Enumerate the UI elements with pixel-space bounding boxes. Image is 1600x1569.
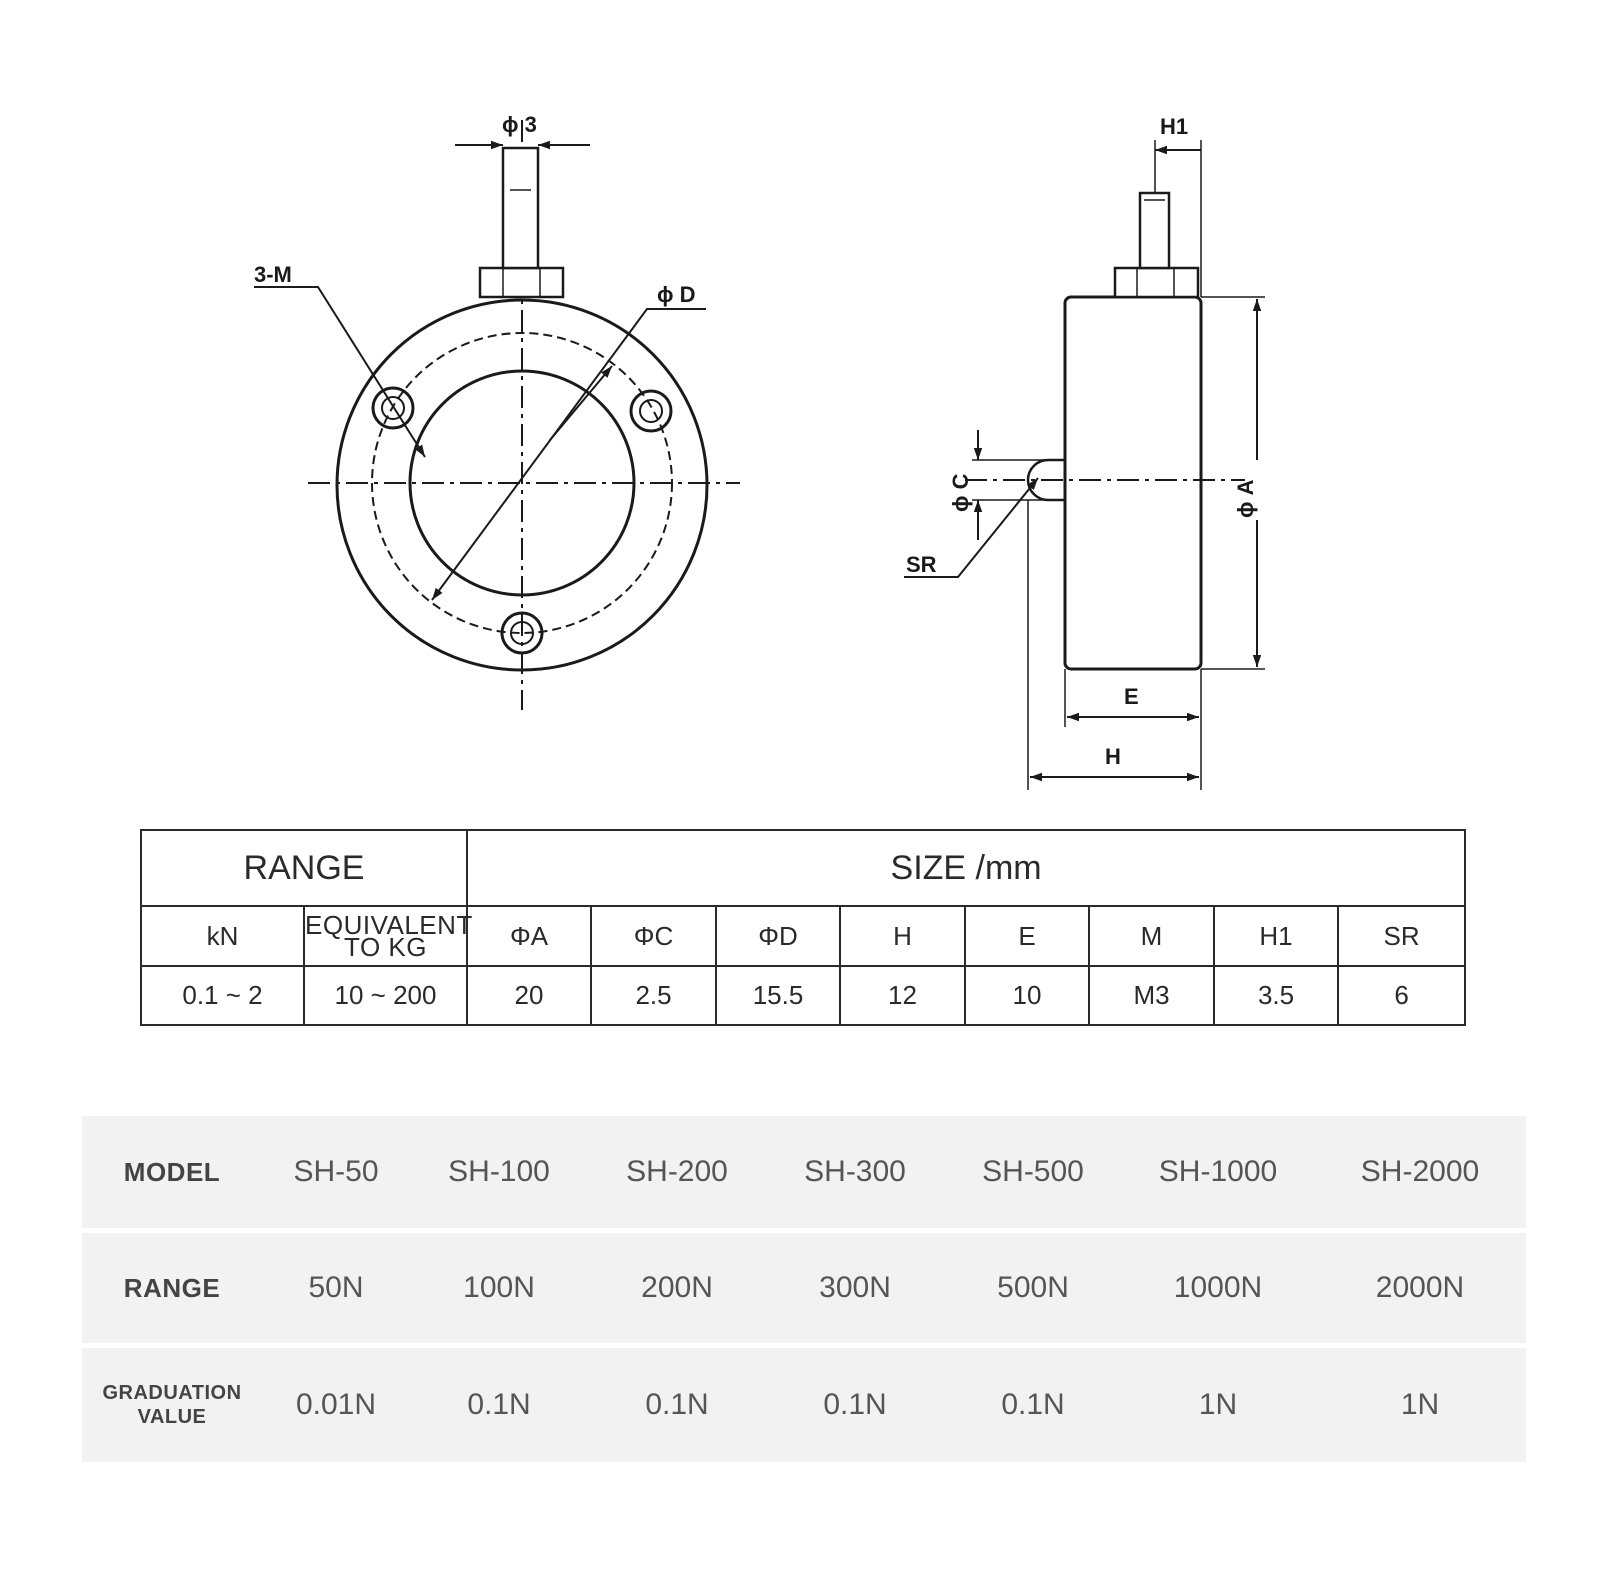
graduation-cell: 0.1N [467, 1388, 531, 1421]
model-cell: SH-500 [944, 1116, 1122, 1233]
side-body [1065, 297, 1201, 669]
col-equivalent-line2: TO KG [344, 932, 427, 962]
label-phi-d: ϕ D [657, 282, 696, 307]
value-phi-c: 2.5 [591, 966, 716, 1025]
range-cell: 2000N [1314, 1233, 1526, 1348]
model-cell: SH-300 [766, 1116, 944, 1233]
col-phi-a: ΦA [467, 906, 591, 966]
range-label: RANGE [82, 1233, 262, 1348]
value-kg: 10 ~ 200 [304, 966, 467, 1025]
col-phi-d: ΦD [716, 906, 840, 966]
range-row [82, 1233, 1526, 1348]
range-cell: 1000N [1122, 1233, 1314, 1348]
range-cell: 50N [262, 1233, 410, 1348]
label-sr: SR [906, 552, 937, 577]
graduation-cell: 0.1N [823, 1388, 887, 1421]
value-kn: 0.1 ~ 2 [141, 966, 304, 1025]
model-row [82, 1116, 1526, 1233]
range-header: RANGE [141, 830, 467, 906]
range-cell: 200N [588, 1233, 766, 1348]
range-cell: 300N [766, 1233, 944, 1348]
graduation-cell: 0.1N [645, 1388, 709, 1421]
graduation-cell: 0.01N [295, 1388, 377, 1421]
graduation-label [82, 1348, 262, 1462]
col-sr: SR [1338, 906, 1465, 966]
cable-stem [503, 148, 538, 268]
col-m: M [1089, 906, 1214, 966]
graduation-cell: 1N [1400, 1388, 1440, 1421]
label-phi-c: ϕ C [948, 473, 973, 512]
front-view [254, 120, 740, 710]
col-phi-c: ΦC [591, 906, 716, 966]
col-kn: kN [141, 906, 304, 966]
value-m: M3 [1089, 966, 1214, 1025]
graduation-label-line2: VALUE [137, 1406, 207, 1428]
model-table [82, 1116, 1526, 1462]
label-h: H [1105, 744, 1121, 769]
graduation-label-line1: GRADUATION [102, 1382, 242, 1404]
range-cell: 500N [944, 1233, 1122, 1348]
value-h: 12 [840, 966, 965, 1025]
col-equivalent-line1: EQUIVALENT [305, 910, 473, 940]
col-h1: H1 [1214, 906, 1338, 966]
value-phi-a: 20 [467, 966, 591, 1025]
label-h1: H1 [1160, 114, 1189, 139]
graduation-cell: 1N [1198, 1388, 1238, 1421]
size-table [140, 829, 1466, 1026]
model-label: MODEL [82, 1116, 262, 1233]
label-e: E [1124, 684, 1139, 709]
model-cell: SH-2000 [1314, 1116, 1526, 1233]
model-cell: SH-100 [410, 1116, 588, 1233]
col-equivalent-kg [304, 906, 473, 966]
bolt-hole-right [631, 391, 671, 431]
graduation-cell: 0.1N [1001, 1388, 1065, 1421]
label-phi-3: ϕ 3 [502, 112, 537, 137]
size-header: SIZE /mm [467, 830, 1465, 906]
value-e: 10 [965, 966, 1089, 1025]
graduation-row [82, 1348, 1526, 1462]
label-phi-a: ϕ A [1233, 479, 1258, 518]
col-e: E [965, 906, 1089, 966]
label-3-m: 3-M [254, 262, 292, 287]
range-cell: 100N [410, 1233, 588, 1348]
value-sr: 6 [1338, 966, 1465, 1025]
side-view [904, 140, 1265, 790]
model-cell: SH-50 [262, 1116, 410, 1233]
col-h: H [840, 906, 965, 966]
model-cell: SH-200 [588, 1116, 766, 1233]
side-cable-nut [1115, 268, 1198, 297]
value-phi-d: 15.5 [716, 966, 840, 1025]
side-cable-stem [1140, 193, 1169, 268]
value-h1: 3.5 [1214, 966, 1338, 1025]
cable-nut [480, 268, 563, 297]
model-cell: SH-1000 [1122, 1116, 1314, 1233]
